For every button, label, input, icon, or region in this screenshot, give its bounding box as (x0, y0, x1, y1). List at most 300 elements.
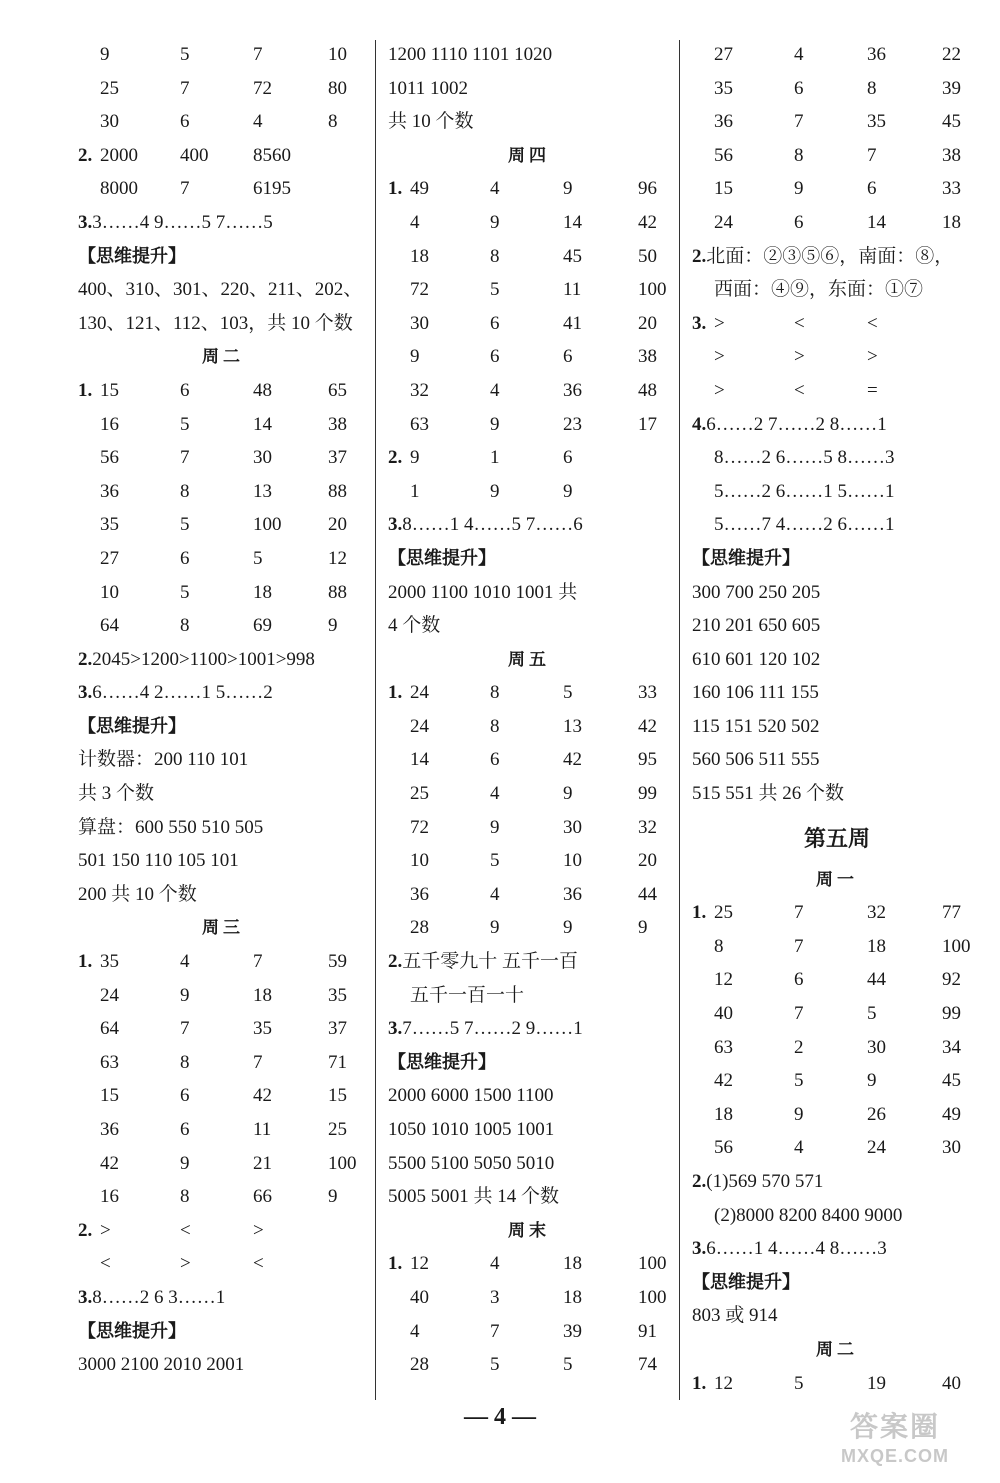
question-number: 2. (388, 951, 403, 973)
answer-cell: 72 (410, 816, 429, 838)
answer-row (388, 676, 670, 710)
question-number (78, 441, 100, 475)
answer-cell: 63 (714, 1036, 733, 1058)
answer-cell: 25 (410, 783, 429, 805)
answer-row (388, 340, 670, 374)
answer-text: 6……4 2……1 5……2 (92, 682, 273, 704)
answer-cell: < (794, 379, 805, 401)
question-number (78, 1180, 100, 1214)
answer-cell: 1 (410, 480, 420, 502)
answer-cell: 8 (180, 1051, 190, 1073)
answer-cell: 39 (563, 1320, 582, 1342)
answer-cell: 35 (328, 984, 347, 1006)
watermark-logo (810, 1409, 980, 1477)
answer-cell: 8 (867, 77, 877, 99)
answer-cell: > (714, 379, 725, 401)
question-number: 1. (692, 902, 707, 924)
answer-cell: 42 (638, 211, 657, 233)
answer-column-3 (692, 38, 982, 1400)
question-number (388, 307, 410, 341)
question-number (78, 542, 100, 576)
question-number (388, 811, 410, 845)
answer-cell: 12 (714, 1372, 733, 1394)
answer-cell (942, 374, 1000, 408)
answer-row (692, 307, 982, 341)
answer-row (388, 240, 670, 274)
question-number: 3. (388, 514, 403, 536)
answer-cell: 11 (253, 1119, 272, 1140)
answer-text: 算盘：600 550 510 505 (78, 816, 264, 838)
answer-cell: 28 (410, 917, 429, 939)
answer-cell: 5 (180, 413, 190, 435)
answer-cell: 7 (794, 1003, 804, 1025)
answer-cell: 30 (253, 447, 272, 469)
answer-cell: 16 (100, 1186, 119, 1208)
answer-cell: 9 (180, 984, 190, 1006)
answer-cell: 24 (867, 1137, 886, 1159)
question-number (388, 374, 410, 408)
answer-text: 5……2 6……1 5……1 (714, 480, 895, 502)
question-number: 1. (388, 682, 403, 704)
answer-cell: 32 (410, 379, 429, 401)
answer-line (388, 38, 670, 72)
answer-cell: 6 (867, 178, 877, 200)
answer-line (692, 441, 982, 475)
answer-cell: 5 (253, 547, 263, 569)
answer-cell: 15 (100, 1085, 119, 1107)
answer-cell: 8 (490, 245, 500, 267)
answer-line (692, 1299, 982, 1333)
question-number: 2. (78, 648, 93, 670)
answer-text: 1050 1010 1005 1001 (388, 1119, 555, 1140)
answer-cell: 6 (180, 111, 190, 133)
answer-cell: 77 (942, 902, 961, 924)
answer-cell: 66 (253, 1186, 272, 1208)
answer-row (388, 273, 670, 307)
question-number (388, 844, 410, 878)
answer-cell: > (253, 1219, 264, 1241)
answer-cell: 12 (410, 1253, 429, 1275)
question-number (78, 72, 100, 106)
answer-cell: 3 (490, 1286, 500, 1308)
answer-cell: 6 (794, 77, 804, 99)
answer-cell: 45 (942, 1070, 961, 1092)
answer-cell: 15 (100, 379, 119, 401)
answer-line (692, 710, 982, 744)
answer-cell: 5 (180, 514, 190, 536)
answer-text: 2000 6000 1500 1100 (388, 1085, 554, 1107)
answer-cell: 20 (638, 850, 657, 872)
answer-cell (942, 340, 1000, 374)
answer-cell: 4 (794, 44, 804, 65)
answer-cell: 36 (563, 379, 582, 401)
answer-cell: 92 (942, 969, 961, 991)
answer-column-1 (78, 38, 368, 1382)
answer-cell: 49 (942, 1103, 961, 1125)
question-number: 3. (78, 682, 93, 704)
answer-cell: 9 (563, 178, 573, 200)
answer-line (692, 475, 982, 509)
answer-cell (328, 172, 388, 206)
answer-row (78, 1012, 368, 1046)
section-label: 【思维提升】 (692, 1271, 800, 1292)
answer-cell: 15 (714, 178, 733, 200)
answer-text: 五千零九十 五千一百 (402, 951, 579, 973)
question-number (388, 777, 410, 811)
answer-cell: 4 (490, 178, 500, 200)
question-number: 3. (692, 1238, 707, 1260)
answer-text: (1)569 570 571 (706, 1171, 824, 1192)
answer-cell: 80 (328, 77, 347, 99)
answer-text: 4 个数 (388, 615, 441, 637)
answer-cell: 5 (490, 1354, 500, 1376)
answer-cell: 100 (638, 1286, 667, 1308)
answer-cell: 100 (942, 935, 971, 957)
answer-line (78, 643, 368, 677)
question-number (78, 1147, 100, 1181)
answer-row (78, 542, 368, 576)
answer-cell: 18 (714, 1103, 733, 1125)
answer-row (692, 105, 982, 139)
answer-row (388, 743, 670, 777)
answer-line (388, 945, 670, 979)
section-label: 【思维提升】 (692, 547, 800, 568)
answer-row (692, 1131, 982, 1165)
answer-cell: 64 (100, 1018, 119, 1040)
question-number (78, 1012, 100, 1046)
answer-cell: 35 (100, 514, 119, 536)
answer-row (78, 1147, 368, 1181)
answer-cell: 26 (867, 1103, 886, 1125)
answer-row (78, 475, 368, 509)
answer-row (692, 340, 982, 374)
question-number (692, 1131, 714, 1165)
answer-cell: 9 (794, 1103, 804, 1125)
question-number (388, 1348, 410, 1382)
answer-cell: 14 (563, 211, 582, 233)
answer-cell: 48 (253, 379, 272, 401)
answer-cell: 6 (563, 447, 573, 469)
answer-cell: 18 (253, 581, 272, 603)
question-number: 2. (78, 144, 93, 166)
answer-cell: 24 (100, 984, 119, 1006)
answer-cell: 41 (563, 312, 582, 334)
answer-line (388, 609, 670, 643)
answer-cell: 9 (328, 615, 338, 637)
answer-cell: 32 (638, 816, 657, 838)
answer-text: 300 700 250 205 (692, 581, 821, 603)
answer-text: 115 151 520 502 (692, 715, 820, 737)
answer-row (692, 1064, 982, 1098)
day-heading: 周四 (508, 145, 550, 165)
answer-row (692, 930, 982, 964)
answer-cell: 7 (794, 111, 804, 133)
answer-cell: 2000 (100, 144, 138, 166)
answer-cell: 4 (253, 111, 263, 133)
question-number (388, 206, 410, 240)
question-number (388, 340, 410, 374)
answer-cell: < (100, 1253, 111, 1275)
question-number: 3. (388, 1018, 403, 1040)
answer-row (78, 408, 368, 442)
answer-cell: 71 (328, 1051, 347, 1073)
answer-text: 6……2 7……2 8……1 (706, 413, 887, 435)
answer-cell: 8 (490, 715, 500, 737)
answer-row (78, 1113, 368, 1147)
answer-line (388, 576, 670, 610)
answer-cell: 9 (490, 816, 500, 838)
question-number (78, 979, 100, 1013)
question-number (388, 878, 410, 912)
answer-cell: < (180, 1219, 191, 1241)
answer-cell: 40 (410, 1286, 429, 1308)
answer-cell: 35 (867, 111, 886, 133)
answer-row (78, 576, 368, 610)
question-number: 1. (388, 1253, 403, 1275)
answer-row (692, 374, 982, 408)
page-number: — 4 — (464, 1404, 536, 1430)
answer-cell (328, 1214, 388, 1248)
answer-cell: 4 (410, 211, 420, 233)
answer-cell: 7 (180, 447, 190, 469)
question-number (78, 105, 100, 139)
answer-text: 400、310、301、220、211、202、 (78, 279, 363, 301)
answer-cell: 42 (563, 749, 582, 771)
question-number (78, 576, 100, 610)
question-number (78, 172, 100, 206)
question-number (692, 105, 714, 139)
answer-cell: 4 (490, 883, 500, 905)
question-number: 3. (692, 312, 707, 334)
answer-text: 210 201 650 605 (692, 615, 821, 637)
answer-row (78, 1079, 368, 1113)
answer-cell: 22 (942, 44, 961, 65)
day-heading: 周二 (202, 347, 244, 367)
answer-text: 西面：④⑨，东面：①⑦ (714, 279, 924, 301)
question-number (388, 408, 410, 442)
answer-cell: 13 (563, 715, 582, 737)
answer-line (78, 1281, 368, 1315)
answer-cell: 24 (410, 682, 429, 704)
question-number (78, 38, 100, 72)
answer-cell: 7 (490, 1320, 500, 1342)
answer-text: 130、121、112、103，共 10 个数 (78, 312, 353, 334)
answer-cell: > (794, 346, 805, 368)
answer-cell: 38 (328, 413, 347, 435)
day-heading: 周三 (202, 918, 244, 938)
answer-cell: 27 (714, 44, 733, 65)
question-number (78, 1046, 100, 1080)
question-number: 2. (388, 447, 403, 469)
question-number (78, 475, 100, 509)
answer-row (78, 105, 368, 139)
answer-cell: 44 (867, 969, 886, 991)
answer-line (78, 273, 368, 307)
answer-text: 北面：②③⑤⑥，南面：⑧， (706, 245, 954, 267)
answer-line (388, 1147, 670, 1181)
answer-text: 610 601 120 102 (692, 648, 821, 670)
answer-line (388, 72, 670, 106)
answer-cell: 8 (180, 1186, 190, 1208)
question-number (692, 1098, 714, 1132)
section-label: 【思维提升】 (78, 715, 186, 736)
question-number (692, 172, 714, 206)
answer-row (78, 945, 368, 979)
answer-cell: 35 (100, 951, 119, 973)
answer-row (388, 844, 670, 878)
answer-cell: < (253, 1253, 264, 1275)
answer-cell: 33 (638, 682, 657, 704)
answer-row (388, 408, 670, 442)
answer-cell: > (714, 346, 725, 368)
question-number (692, 930, 714, 964)
answer-cell (638, 475, 698, 509)
answer-cell: > (100, 1219, 111, 1241)
answer-cell: 16 (100, 413, 119, 435)
answer-line (692, 1232, 982, 1266)
answer-cell: 25 (714, 902, 733, 924)
answer-row (388, 206, 670, 240)
answer-cell: 37 (328, 447, 347, 469)
answer-cell: 42 (253, 1085, 272, 1107)
watermark-url: MXQE.COM (840, 1446, 949, 1466)
answer-cell: 34 (942, 1036, 961, 1058)
answer-cell: 18 (253, 984, 272, 1006)
answer-row (78, 38, 368, 72)
answer-line (692, 676, 982, 710)
answer-cell: 400 (180, 144, 209, 166)
question-number (388, 273, 410, 307)
answer-cell: 8 (180, 480, 190, 502)
answer-line (78, 307, 368, 341)
answer-cell: 27 (100, 547, 119, 569)
answer-row (78, 441, 368, 475)
answer-cell: 14 (410, 749, 429, 771)
answer-cell: 72 (410, 279, 429, 301)
answer-cell: 7 (867, 144, 877, 166)
answer-row (388, 811, 670, 845)
answer-cell: 8 (714, 935, 724, 957)
question-number (388, 710, 410, 744)
answer-text: 共 10 个数 (388, 111, 474, 133)
answer-cell: 6 (794, 211, 804, 233)
question-number: 1. (388, 178, 403, 200)
answer-row (78, 172, 368, 206)
answer-cell: 6195 (253, 178, 291, 200)
week-title: 第五周 (803, 825, 870, 851)
answer-cell: 63 (100, 1051, 119, 1073)
answer-cell: 5 (490, 279, 500, 301)
answer-cell: 18 (942, 211, 961, 233)
answer-row (388, 441, 670, 475)
answer-cell (942, 307, 1000, 341)
answer-row (388, 1315, 670, 1349)
answer-cell: < (867, 312, 878, 334)
answer-cell: 63 (410, 413, 429, 435)
question-number (692, 997, 714, 1031)
answer-cell: 100 (638, 1253, 667, 1275)
answer-text: 6……1 4……4 8……3 (706, 1238, 887, 1260)
question-number (78, 1079, 100, 1113)
answer-text: 3000 2100 2010 2001 (78, 1354, 245, 1376)
answer-cell: 7 (253, 44, 263, 65)
answer-cell: 9 (867, 1070, 877, 1092)
answer-row (388, 1348, 670, 1382)
answer-cell: 13 (253, 480, 272, 502)
answer-cell: > (180, 1253, 191, 1275)
answer-cell: 30 (100, 111, 119, 133)
question-number (78, 408, 100, 442)
answer-cell: 56 (100, 447, 119, 469)
day-heading: 周末 (508, 1220, 550, 1240)
answer-row (78, 508, 368, 542)
question-number: 2. (78, 1219, 93, 1241)
answer-line (692, 508, 982, 542)
answer-text: 8……1 4……5 7……6 (402, 514, 583, 536)
day-heading: 周五 (508, 649, 550, 669)
question-number (388, 475, 410, 509)
answer-cell: 8 (180, 615, 190, 637)
question-number (78, 1247, 100, 1281)
answer-cell: 20 (638, 312, 657, 334)
answer-cell: 24 (714, 211, 733, 233)
answer-row (388, 172, 670, 206)
answer-cell: 88 (328, 480, 347, 502)
answer-cell: 72 (253, 77, 272, 99)
answer-cell: 6 (563, 346, 573, 368)
answer-cell: 36 (563, 883, 582, 905)
question-number (78, 609, 100, 643)
answer-cell: 5 (180, 581, 190, 603)
answer-cell: 15 (328, 1085, 347, 1107)
answer-cell: 69 (253, 615, 272, 637)
answer-cell: 65 (328, 379, 347, 401)
question-number: 3. (78, 211, 93, 233)
answer-cell: 40 (942, 1372, 961, 1394)
answer-cell: 50 (638, 245, 657, 267)
answer-row (692, 139, 982, 173)
answer-cell: 9 (328, 1186, 338, 1208)
question-number: 3. (78, 1286, 93, 1308)
section-label: 【思维提升】 (388, 547, 496, 568)
question-number: 2. (692, 1171, 707, 1192)
answer-cell: 20 (328, 514, 347, 536)
answer-cell: 6 (180, 1085, 190, 1107)
answer-line (692, 1165, 982, 1199)
answer-cell: 4 (490, 1253, 500, 1275)
answer-cell: 6 (180, 547, 190, 569)
answer-cell: 45 (563, 245, 582, 267)
answer-cell: 36 (100, 480, 119, 502)
question-number (692, 139, 714, 173)
answer-line (692, 743, 982, 777)
answer-text: 8……2 6 3……1 (92, 1286, 226, 1308)
answer-cell: 39 (942, 77, 961, 99)
answer-row (78, 1180, 368, 1214)
answer-cell: 5 (794, 1372, 804, 1394)
answer-cell: 42 (100, 1152, 119, 1174)
answer-cell: 8000 (100, 178, 138, 200)
question-number (692, 38, 714, 72)
answer-cell: 5 (563, 1354, 573, 1376)
answer-cell: 21 (253, 1152, 272, 1174)
answer-cell: 6 (490, 346, 500, 368)
question-number (692, 1031, 714, 1065)
answer-line (388, 979, 670, 1013)
answer-cell: 10 (100, 581, 119, 603)
answer-cell: 10 (328, 44, 347, 65)
answer-cell: 96 (638, 178, 657, 200)
